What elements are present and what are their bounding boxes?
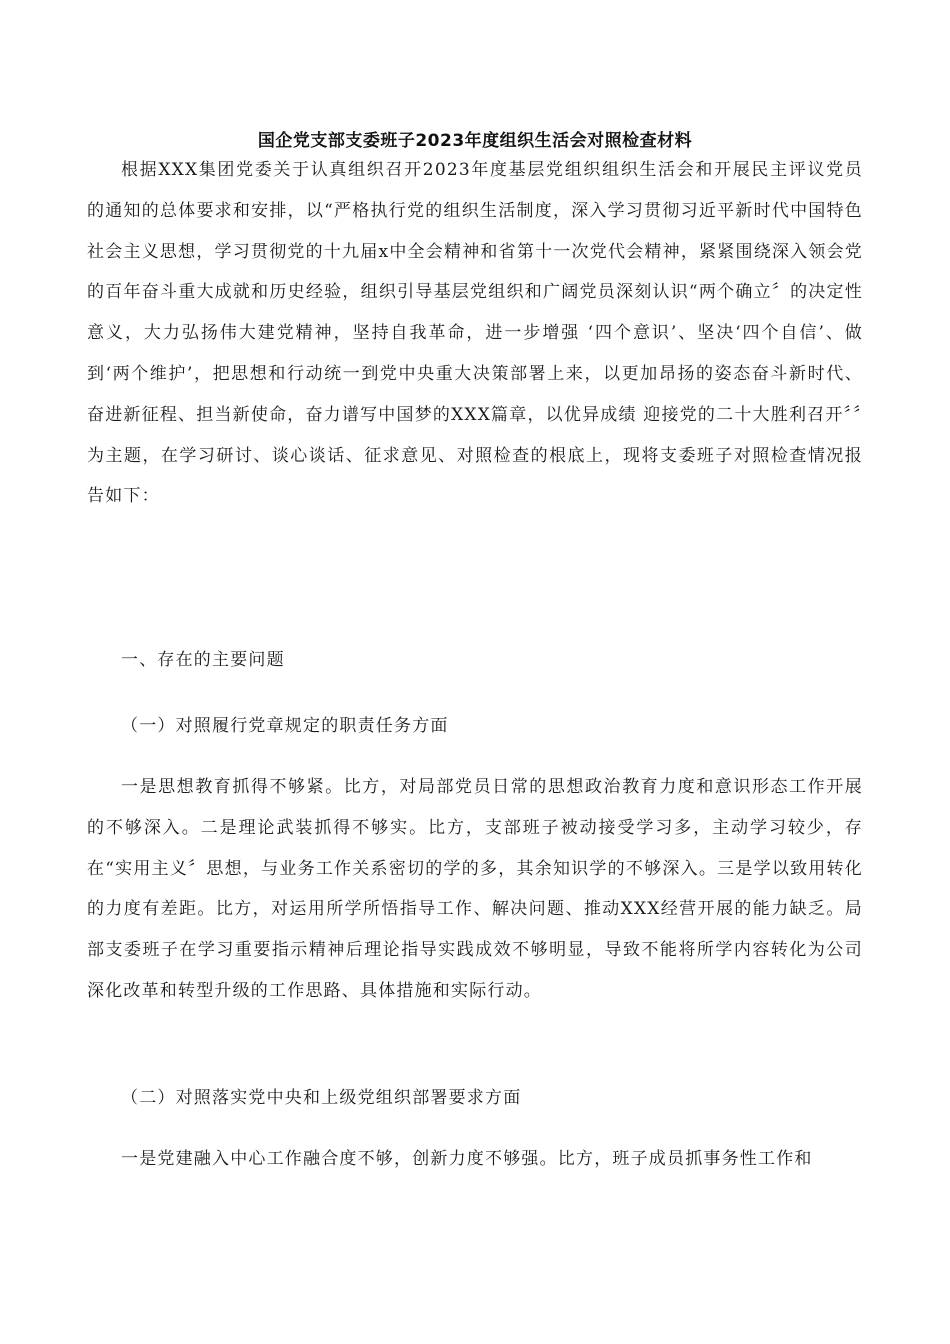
document-title: 国企党支部支委班子2023年度组织生活会对照检查材料 — [257, 131, 693, 151]
subsection-heading-party-constitution: （一）对照履行党章规定的职责任务方面 — [121, 716, 449, 736]
subsection-paragraph-party-constitution: 一是思想教育抓得不够紧。比方，对局部党员日常的思想政治教育力度和意识形态工作开展的不够深入。二是理论武装抓得不够实。比方，支部班子被动接受学习多，主动学习较少，存在“实用主义〞思想，与业务工作关系密切的学的多，其余知识学的不够深入。三是学以致用转化的力度有差距。比方，对运用所学所悟指导工作、解决问题、推动XXX经营开展的能力缺乏。局部支委班子在学习重要指示精神后理论指导实践成效不够明显，导致不能将所学内容转化为公司深化改革和转型升级的工作思路、具体措施和实际行动。 — [87, 777, 863, 1001]
intro-paragraph: 根据XXX集团党委关于认真组织召开2023年度基层党组织组织生活会和开展民主评议党员的通知的总体要求和安排，以“严格执行党的组织生活制度，深入学习贯彻习近平新时代中国特色社会主义思想，学习贯彻党的十九届x中全会精神和省第十一次党代会精神，紧紧围绕深入领会党的百年奋斗重大成就和历史经验，组织引导基层党组织和广阔党员深刻认识“两个确立〞的决定性意义，大力弘扬伟大建党精神，坚持自我革命，进一步增强 ‘四个意识’、坚决‘四个自信’、做到‘两个维护’，把思想和行动统一到党中央重大决策部署上来，以更加昂扬的姿态奋斗新时代、 奋进新征程、担当新使命，奋力谱写中国梦的XXX篇章，以优异成绩 迎接党的二十大胜利召开〞〞为主题，在学习研讨、谈心谈话、征求意见、对照检查的根底上，现将支委班子对照检查情况报告如下： — [87, 160, 863, 507]
section-heading-main-problems: 一、存在的主要问题 — [121, 650, 285, 670]
subsection-paragraph-central-deployment: 一是党建融入中心工作融合度不够，创新力度不够强。比方，班子成员抓事务性工作和 — [121, 1149, 813, 1169]
subsection-heading-central-deployment: （二）对照落实党中央和上级党组织部署要求方面 — [121, 1088, 522, 1108]
